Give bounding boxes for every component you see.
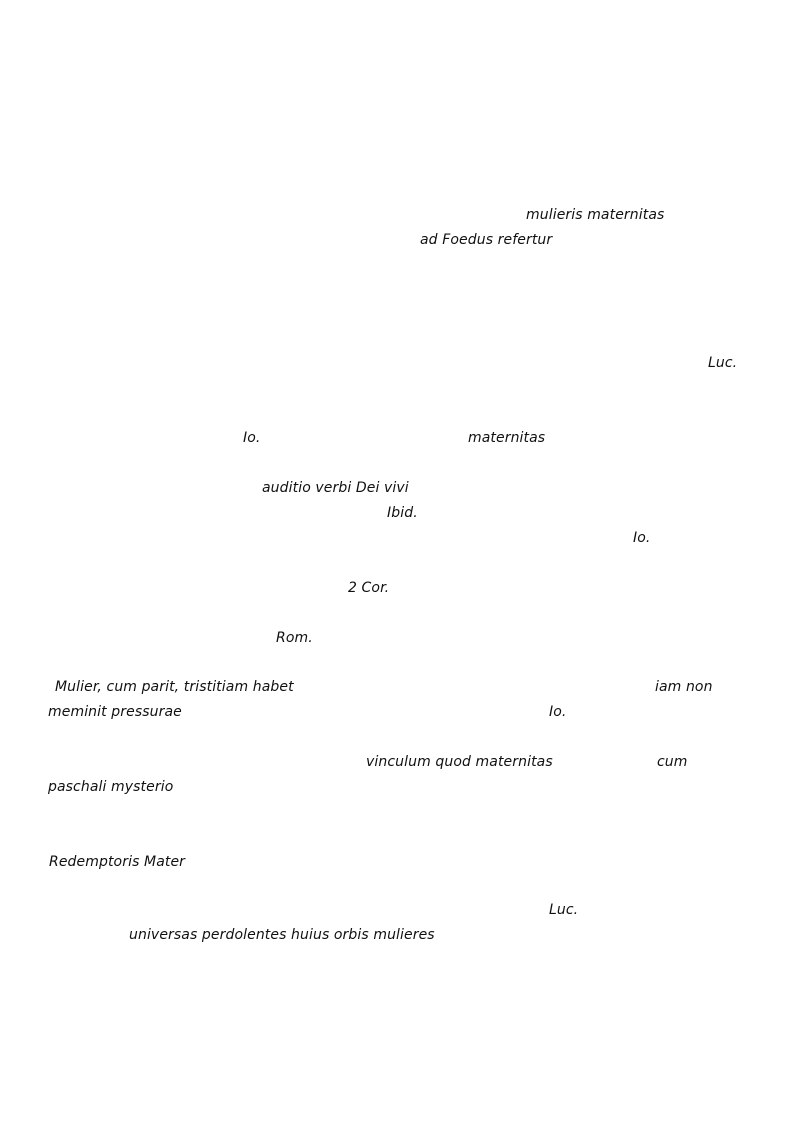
italic-fragment: meminit pressurae xyxy=(48,704,182,720)
citation-reference: Io. xyxy=(549,704,567,720)
italic-fragment: paschali mysterio xyxy=(48,779,174,795)
italic-fragment: Mulier, cum parit, tristitiam habet xyxy=(55,679,294,695)
italic-fragment: iam non xyxy=(655,679,713,695)
citation-reference: Rom. xyxy=(276,630,313,646)
italic-fragment: Redemptoris Mater xyxy=(49,854,186,870)
citation-reference: 2 Cor. xyxy=(348,580,390,596)
italic-fragment: cum xyxy=(657,754,688,770)
citation-reference: Luc. xyxy=(549,902,579,918)
citation-reference: Io. xyxy=(243,430,261,446)
citation-reference: Luc. xyxy=(708,355,738,371)
citation-reference: Io. xyxy=(633,530,651,546)
italic-fragment: ad Foedus refertur xyxy=(420,232,553,248)
italic-fragment: vinculum quod maternitas xyxy=(366,754,553,770)
italic-fragment: mulieris maternitas xyxy=(526,207,665,223)
italic-fragment: universas perdolentes huius orbis mulieres xyxy=(129,927,435,943)
italic-fragment: maternitas xyxy=(468,430,546,446)
italic-fragment: auditio verbi Dei vivi xyxy=(262,480,409,496)
citation-reference: Ibid. xyxy=(387,505,418,521)
